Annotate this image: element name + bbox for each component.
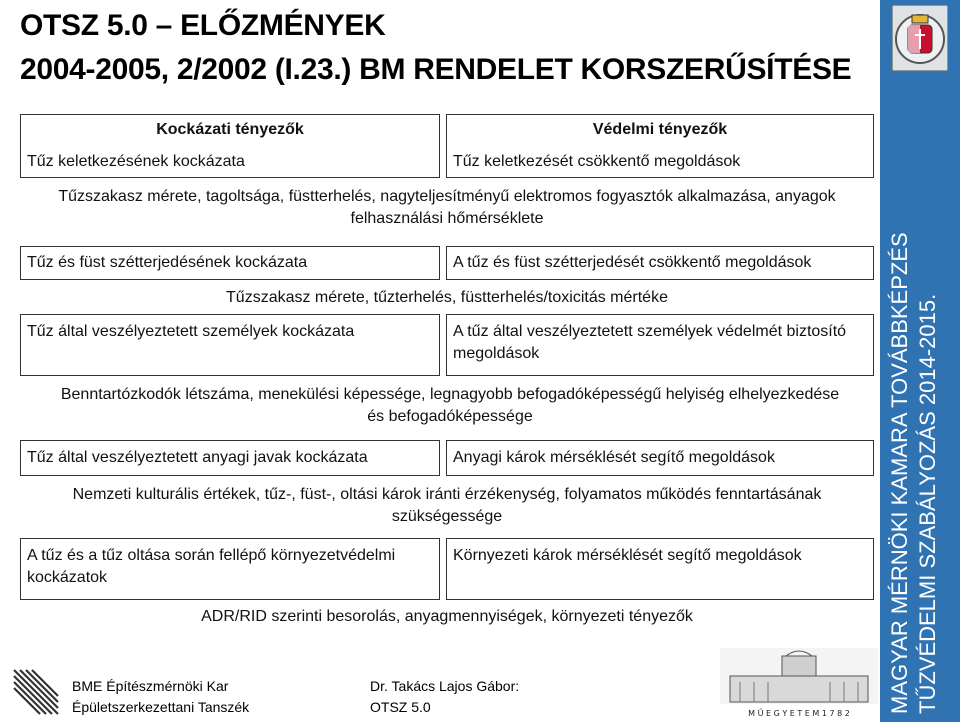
protection-label: A tűz és füst szétterjedését csökkentő megoldások	[453, 254, 812, 271]
slide-title-line2: 2004-2005, 2/2002 (I.23.) BM RENDELET KORSZERŰSÍTÉSE	[20, 53, 852, 86]
footer-author-1: Dr. Takács Lajos Gábor:	[370, 678, 520, 694]
slide-title-line1: OTSZ 5.0 – ELŐZMÉNYEK	[20, 9, 386, 42]
risk-label: Tűz által veszélyeztetett anyagi javak kockázata	[27, 449, 368, 466]
risk-label: Tűz által veszélyeztetett személyek kockázata	[27, 323, 355, 340]
university-wordmark: M Ű E G Y E T E M 1 7 8 2	[748, 709, 850, 718]
risk-label: Tűz keletkezésének kockázata	[27, 153, 245, 170]
risk-label: A tűz és a tűz oltása során fellépő környezetvédelmi kockázatok	[27, 547, 396, 586]
protection-box-persons	[446, 314, 874, 376]
footer-department-2: Épületszerkezettani Tanszék	[72, 699, 250, 715]
factors-text: Benntartózkodók létszáma, menekülési képessége, legnagyobb befogadóképességű helyiség elhelyezkedése és befogadóképessége	[60, 386, 840, 425]
sidebar-caption-1: MAGYAR MÉRNÖKI KAMARA TOVÁBBKÉPZÉS	[887, 232, 912, 714]
risk-column-header: Kockázati tényezők	[156, 121, 304, 138]
factors-text: ADR/RID szerinti besorolás, anyagmennyiségek, környezeti tényezők	[201, 608, 693, 625]
protection-label: Anyagi károk mérséklését segítő megoldások	[453, 449, 775, 466]
protection-box-property	[446, 440, 874, 476]
risk-box-environment	[20, 538, 440, 600]
factors-text: Tűzszakasz mérete, tűzterhelés, füstterhelés/toxicitás mértéke	[226, 289, 668, 306]
factors-text: Nemzeti kulturális értékek, tűz-, füst-, oltási károk iránti érzékenység, folyamatos működés fenntartásának szükségessége	[72, 486, 822, 525]
risk-box-spread	[20, 246, 440, 280]
protection-column-header: Védelmi tényezők	[592, 121, 728, 138]
risk-label: Tűz és füst szétterjedésének kockázata	[27, 254, 308, 271]
bme-logo-icon	[12, 668, 60, 716]
protection-label: Tűz keletkezését csökkentő megoldások	[453, 153, 741, 170]
protection-label: A tűz által veszélyeztetett személyek védelmét biztosító megoldások	[453, 323, 847, 362]
protection-box-spread	[446, 246, 874, 280]
coat-of-arms-icon	[892, 5, 948, 71]
footer-author-2: OTSZ 5.0	[370, 699, 431, 715]
university-building-icon	[720, 648, 878, 720]
risk-box-persons	[20, 314, 440, 376]
protection-label: Környezeti károk mérséklését segítő megoldások	[453, 547, 802, 564]
protection-box-environment	[446, 538, 874, 600]
footer-department-1: BME Építészmérnöki Kar	[72, 678, 229, 694]
protection-box-ignition	[446, 114, 874, 178]
factors-text: Tűzszakasz mérete, tagoltsága, füstterhelés, nagyteljesítményű elektromos fogyasztók alkalmazása, anyagok felhasználási hőmérséklete	[58, 188, 836, 227]
risk-box-ignition	[20, 114, 440, 178]
risk-box-property	[20, 440, 440, 476]
sidebar-caption-2: TŰZVÉDELMI SZABÁLYOZÁS 2014-2015.	[915, 293, 940, 714]
